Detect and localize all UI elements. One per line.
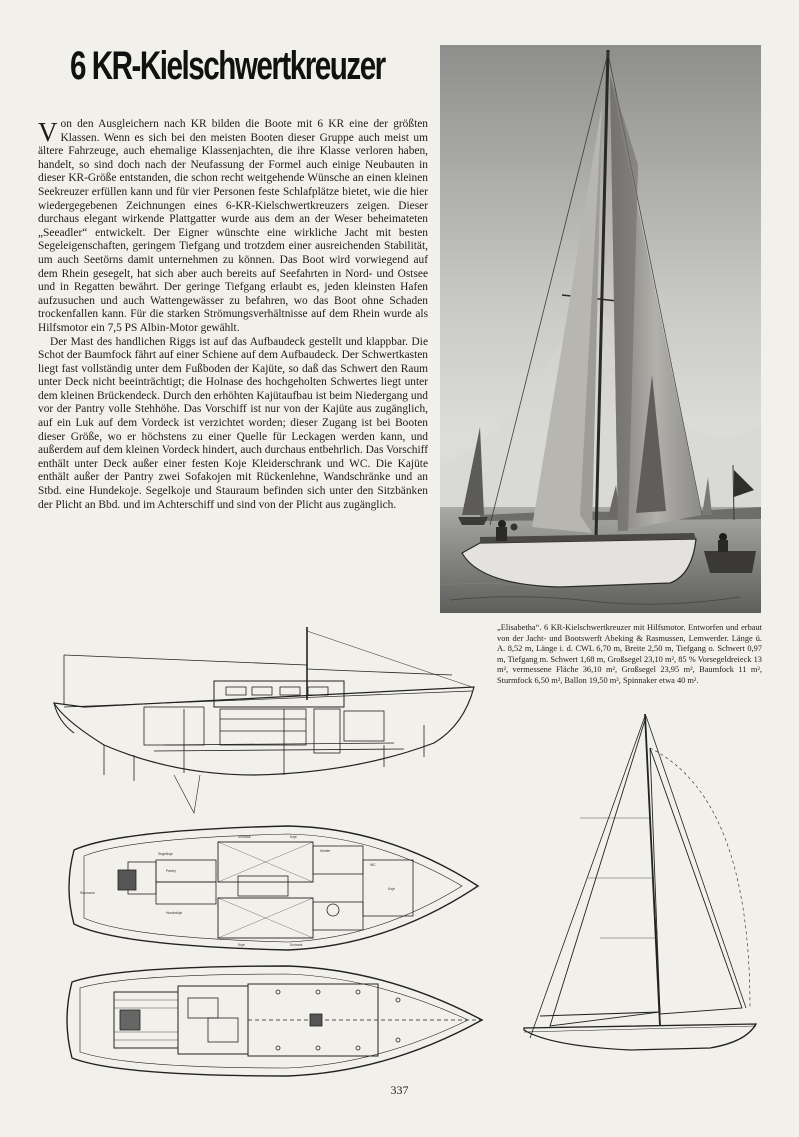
photo-caption: „Elisabetha“. 6 KR-Kielschwertkreuzer mit Hilfsmotor. Entworfen und erbaut von der Jacht- und Bootswerft Abeking & Rasmussen, Lemwerder. Länge ü. A. 8,52 m, Länge i. d. CWL 6,70 m, Breite 2,50 m, Tiefgang o. Schwert 0,97 m, Tiefgang m. Schwert 1,68 m, Großsegel 23,10 m², 85 % Vorsegeldreieck 13 m², vermessene Fläche 36,10 m², Großsegel 23,95 m², Baumfock 11 m², Sturmfock 6,50 m², Ballon 19,50 m², Spinnaker etwa 40 m². bbox=[497, 623, 762, 685]
article-title: 6 KR-Kielschwertkreuzer bbox=[70, 44, 385, 88]
plan-label: Koje bbox=[238, 943, 245, 947]
plan-label: WC bbox=[370, 863, 376, 867]
article-paragraph-2: Der Mast des handlichen Riggs ist auf das Aufbaudeck gestellt und klappbar. Die Schot der Baumfock fährt auf einer Schiene auf dem Aufbaudeck. Der Schwertkasten liegt fast vollständig unter dem Fußboden der Kajüte, so daß das Schwert den Raum unter Deck nicht beeinträchtigt; die Holnase des hochgeholten Schwertes liegt unter dem kleinen Brückendeck. Durch den erhöhten Kajütaufbau ist beim Niedergang und vor der Pantry volle Stehhöhe. Das Vorschiff ist nur von der Kajüte aus zugänglich, auf ein Luk auf dem Vordeck ist verzichtet worden; dieser Zugang ist bei Booten dieser Größe, wo er höchstens zu einer Quelle für Leckagen werden kann, und außerdem auf dem kleinen Vordeck hindert, auch durchaus entbehrlich. Das Vorschiff enthält unter Deck außer einer festen Koje Kleiderschrank und WC. Die Kajüte enthält außer der Pantry zwei Sofakojen mit Rückenlehne, Wandschränke und an Stbd. eine Hundekoje. Segelkoje und Stauraum befinden sich unter den Sitzbänken der Plicht an Bbd. und im Achterschiff und sind von der Plicht aus zugänglich. bbox=[38, 335, 428, 511]
article-paragraph-1 bbox=[38, 118, 428, 336]
plan-label: Schrank bbox=[290, 943, 303, 947]
plan-label: Schrank bbox=[238, 835, 251, 839]
plan-label: Koje bbox=[290, 835, 297, 839]
yacht-photo bbox=[440, 45, 761, 613]
plan-label: Kleider bbox=[320, 849, 331, 853]
plan-label: Stauraum bbox=[80, 891, 95, 895]
plan-label: Koje bbox=[388, 887, 395, 891]
plan-label: Pantry bbox=[166, 869, 176, 873]
plan-label: Segelkoje bbox=[158, 852, 173, 856]
interior-plan-drawing bbox=[58, 820, 488, 958]
paragraph-1-text: on den Ausgleichern nach KR bilden die Boote mit 6 KR eine der größten Klassen. Wenn es sich bei den meisten Booten dieser Gruppe auch meist um ältere Fahrzeuge, auch ehemalige Klassenjachten, die ihre Klasse verloren haben, handelt, so sind doch nach der Neufassung der Formel auch einige Neubauten in dieser KR-Größe entstanden, die schon recht weitgehende Wünsche an einen kleinen Seekreuzer erfüllen kann und für vier Personen feste Schlafplätze bietet, wie die hier wiedergegebenen Zeichnungen eines 6-KR-Kielschwertkreuzers zeigen. Dieser durchaus elegant wirkende Plattgatter wurde aus dem an der Weser beheimateten „Seeadler“ entwickelt. Der Eigner wünschte eine wirkliche Jacht mit besten Segeleigenschaften, geringem Tiefgang und trotzdem einer ausreichenden Stabilität, um auch Seetörns damit unternehmen zu können. Das Boot wird vorwiegend auf dem Rhein gesegelt, hat sich aber auch bereits auf Seefahrten in Nord- und Ostsee und in Regatten bewährt. Der geringe Tiefgang erlaubt es, jeden kleinsten Hafen aufzusuchen und auch Wattengewässer zu befahren, wo das Boot ohne Schaden trockenfallen kann. Für die starken Strömungsverhältnisse auf dem Rhein wurde als Hilfsmotor ein 7,5 PS Albin-Motor gewählt. bbox=[38, 118, 428, 334]
plan-label: Hundekoje bbox=[166, 911, 183, 915]
drop-cap: V bbox=[38, 117, 58, 147]
profile-section-drawing bbox=[44, 625, 484, 820]
deck-plan-drawing bbox=[58, 962, 488, 1080]
page-number: 337 bbox=[390, 1083, 409, 1097]
sail-plan-drawing bbox=[510, 708, 770, 1080]
article-body bbox=[38, 118, 428, 512]
